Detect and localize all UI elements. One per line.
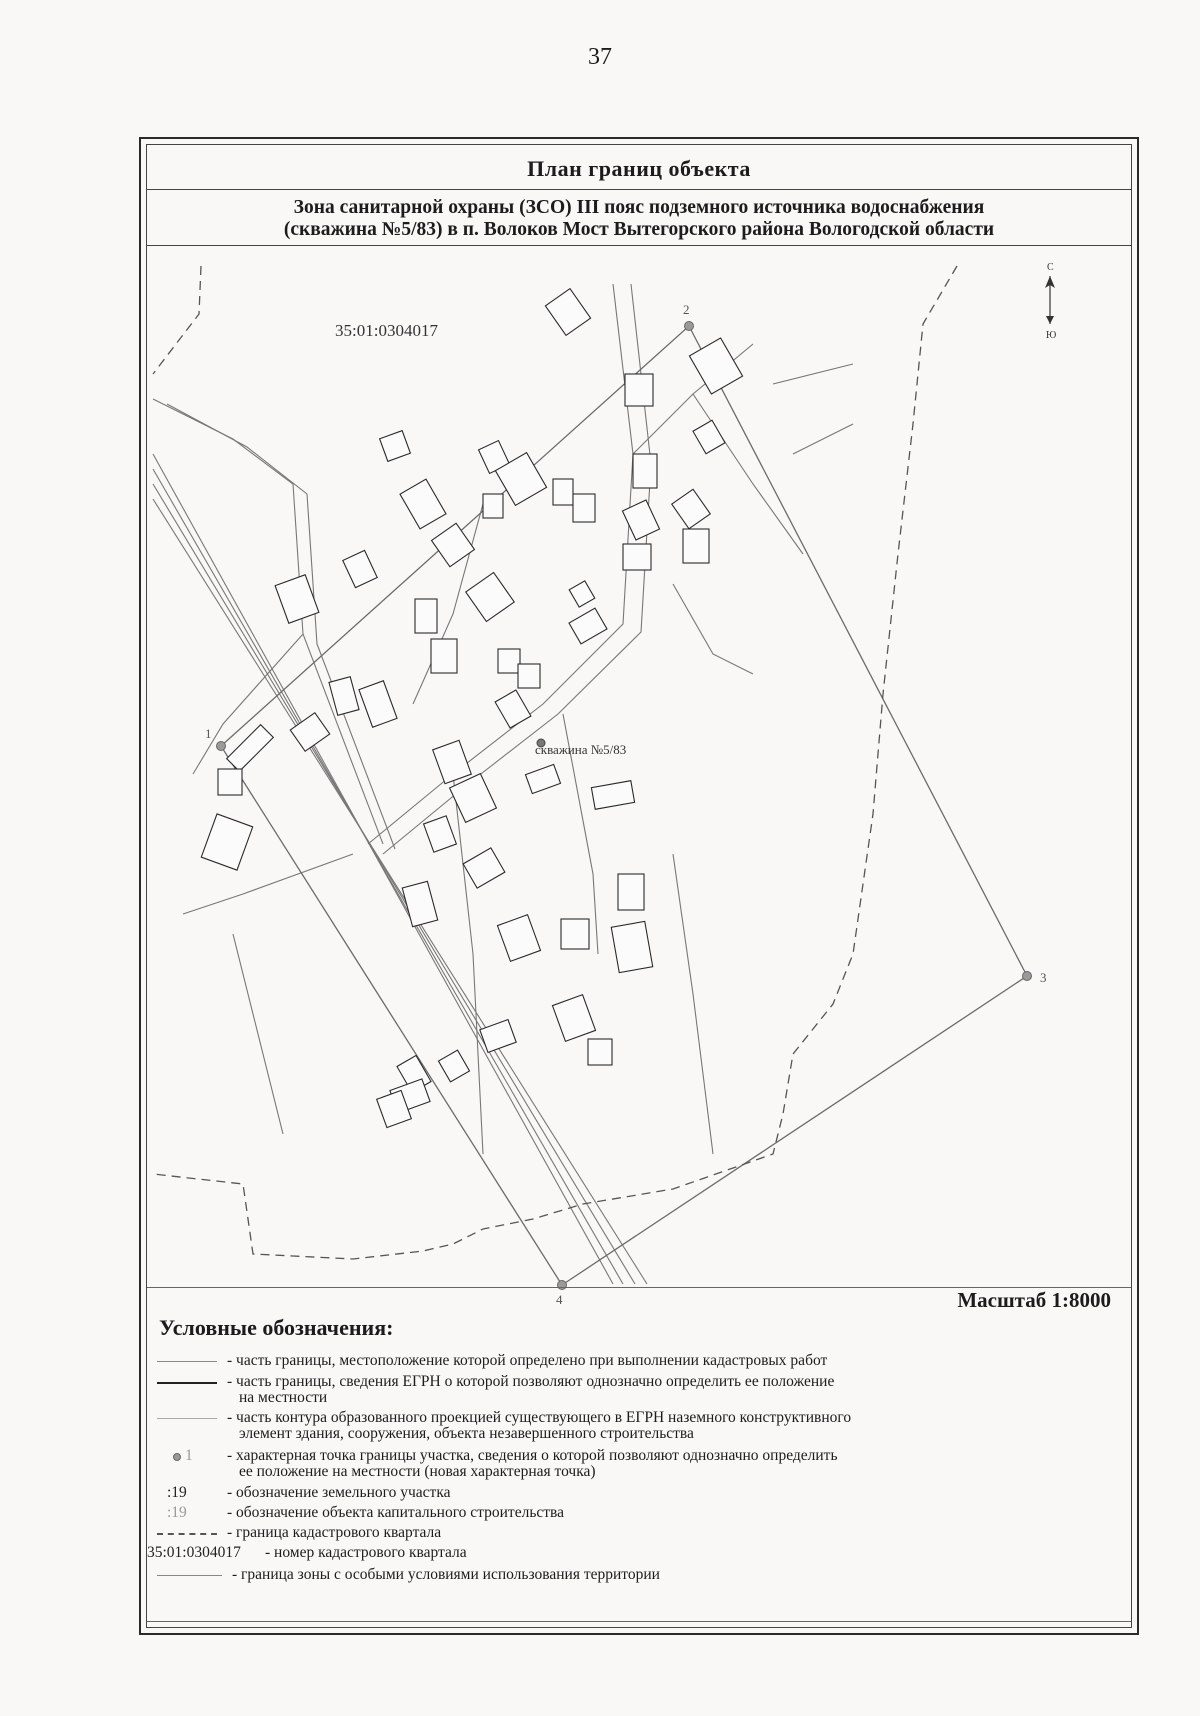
plan-frame-inner [146, 144, 1132, 1628]
road [673, 584, 753, 674]
page-number: 37 [588, 44, 612, 70]
building [463, 848, 505, 888]
building [290, 713, 329, 752]
building [433, 740, 472, 783]
plan-subtitle [157, 197, 1121, 241]
building [573, 494, 595, 522]
building [415, 599, 437, 633]
building [672, 489, 711, 528]
legend-text: ее положение на местности (новая характерная точка) [239, 1463, 596, 1480]
point-label-1: 1 [205, 726, 212, 741]
building [623, 544, 651, 570]
road [233, 934, 283, 1134]
road [773, 364, 853, 384]
quarter-number-label: 35:01:0304017 [335, 321, 438, 340]
railway-line [153, 484, 635, 1284]
legend-text: - обозначение объекта капитального строительства [227, 1504, 565, 1521]
building [569, 581, 595, 607]
legend-dashed-symbol [157, 1533, 217, 1535]
building [359, 681, 397, 727]
building [618, 874, 644, 910]
building [438, 1050, 469, 1082]
legend-building-symbol: :19 [167, 1504, 187, 1521]
building [380, 431, 411, 462]
boundary-point [685, 322, 694, 331]
building [518, 664, 540, 688]
legend-parcel-symbol: :19 [167, 1484, 187, 1501]
road [793, 424, 853, 454]
point-label-4: 4 [556, 1292, 563, 1307]
building [275, 575, 319, 624]
legend-text: на местности [239, 1389, 328, 1406]
north-arrow [1045, 262, 1056, 341]
building [498, 649, 520, 673]
road [153, 399, 383, 844]
point-label-2: 2 [683, 302, 690, 317]
legend-text: - часть границы, местоположение которой определено при выполнении кадастровых работ [227, 1352, 828, 1369]
map-scale: Масштаб 1:8000 [957, 1288, 1111, 1312]
road [453, 774, 483, 1154]
building [693, 420, 725, 454]
building [633, 454, 657, 488]
village-road [383, 284, 651, 854]
legend-title: Условные обозначения: [159, 1315, 394, 1340]
south-label: Ю [1046, 330, 1057, 341]
legend-line-symbol [157, 1418, 217, 1419]
north-label: С [1047, 262, 1054, 273]
legend-quarter-symbol: 35:01:0304017 [147, 1544, 241, 1561]
building [545, 289, 590, 336]
road [183, 854, 353, 914]
building [689, 338, 742, 394]
plan-title: План границ объекта [527, 156, 751, 181]
building [483, 494, 503, 518]
point-label-3: 3 [1040, 970, 1047, 985]
building [683, 529, 709, 563]
legend-text: - часть контура образованного проекцией существующего в ЕГРН наземного конструктивного [227, 1409, 852, 1426]
building [497, 915, 540, 962]
legend-text: - часть границы, сведения ЕГРН о которой позволяют однозначно определить ее положение [227, 1373, 835, 1390]
boundary-point [1023, 972, 1032, 981]
legend-line-symbol [157, 1361, 217, 1362]
title-divider [147, 189, 1131, 190]
building [569, 608, 607, 644]
boundary-point [558, 1281, 567, 1290]
railway-line [153, 454, 613, 1284]
building [201, 814, 252, 870]
legend-text: - характерная точка границы участка, сведения о которой позволяют однозначно определить [227, 1447, 838, 1464]
legend-text: - граница кадастрового квартала [227, 1524, 442, 1541]
boundary-point [217, 742, 226, 751]
building [450, 774, 497, 823]
building [553, 479, 573, 505]
legend-text: - обозначение земельного участка [227, 1484, 451, 1501]
building [424, 816, 457, 852]
building [625, 374, 653, 406]
legend-line-symbol [157, 1575, 222, 1576]
quarter-boundary [153, 266, 957, 1259]
building [218, 769, 242, 795]
building [552, 995, 595, 1042]
legend-text: - граница зоны с особыми условиями использования территории [232, 1566, 660, 1583]
quarter-boundary [153, 266, 201, 374]
subtitle-line-2: (скважина №5/83) в п. Волоков Мост Вытегорского района Вологодской области [283, 219, 995, 240]
building [591, 781, 634, 810]
building [431, 639, 457, 673]
building [329, 677, 359, 716]
legend-text: элемент здания, сооружения, объекта незавершенного строительства [239, 1425, 694, 1442]
well-label: скважина №5/83 [535, 742, 627, 757]
building [525, 764, 560, 793]
village-road [368, 284, 633, 844]
building [480, 1020, 516, 1053]
building [611, 921, 652, 972]
building [227, 725, 274, 772]
legend-text: - номер кадастрового квартала [265, 1544, 467, 1561]
road [673, 854, 713, 1154]
building [400, 479, 446, 529]
building [402, 881, 437, 926]
road [167, 404, 395, 849]
building [495, 690, 531, 728]
railway-line [153, 499, 647, 1284]
railway-line [153, 469, 623, 1284]
legend-bottom-divider [147, 1621, 1131, 1622]
subtitle-divider [147, 245, 1131, 246]
zone-boundary [221, 326, 1027, 1285]
plan-frame [139, 137, 1139, 1635]
building [588, 1039, 612, 1065]
building [466, 573, 514, 622]
legend-point-number: 1 [185, 1447, 193, 1464]
subtitle-line-1: Зона санитарной охраны (ЗСО) III пояс подземного источника водоснабжения [293, 197, 985, 218]
building [561, 919, 589, 949]
building [343, 550, 377, 587]
legend-line-symbol [157, 1382, 217, 1384]
